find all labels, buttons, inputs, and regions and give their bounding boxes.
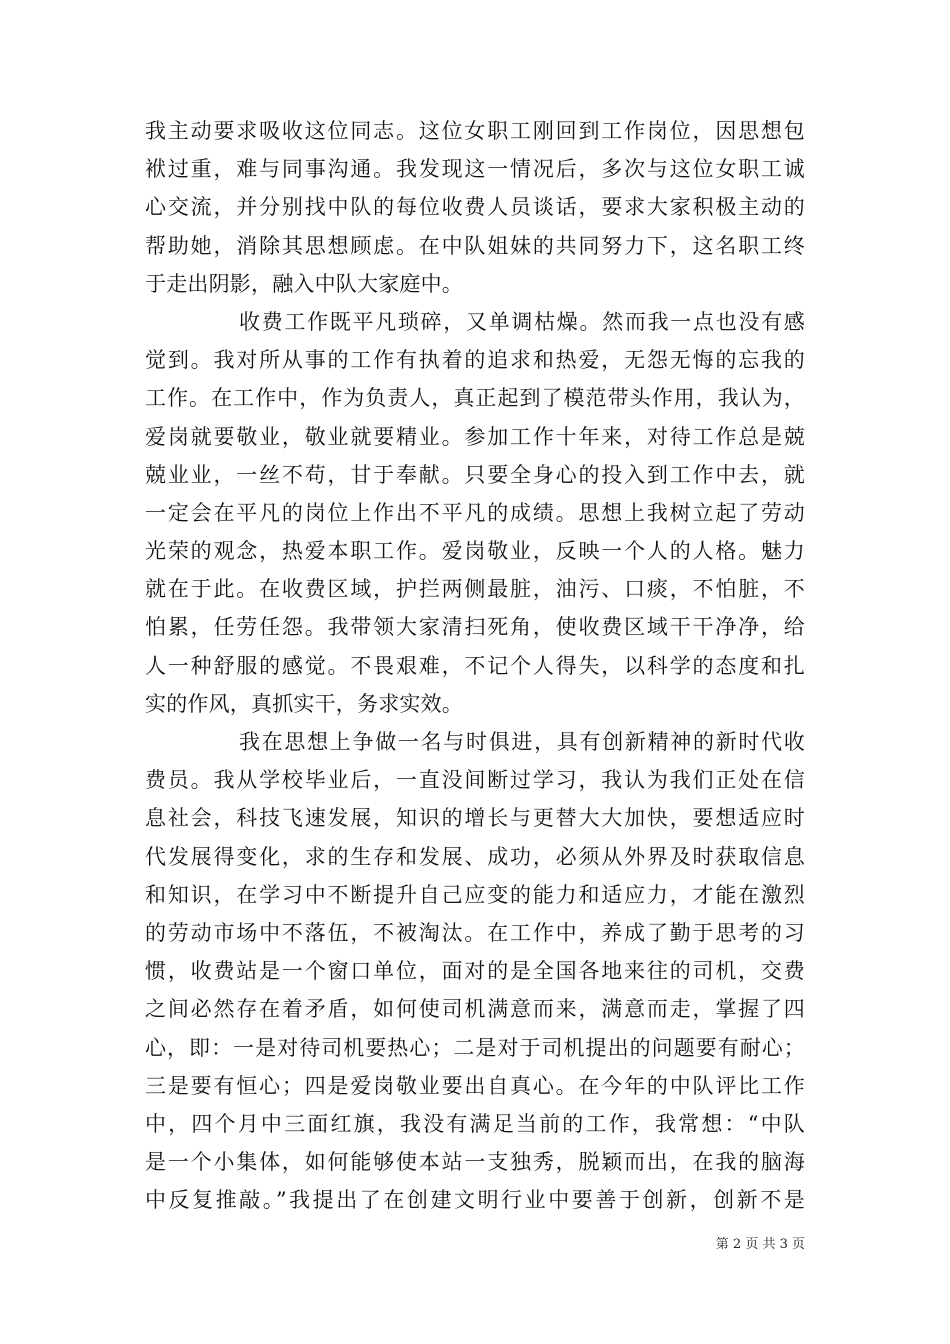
text-line: 人一种舒服的感觉。不畏艰难，不记个人得失，以科学的态度和扎 [145, 653, 805, 678]
body-text [145, 112, 805, 1219]
text-line: 和知识，在学习中不断提升自己应变的能力和适应力，才能在激烈 [145, 882, 805, 907]
text-line: 收费工作既平凡琐碎，又单调枯燥。然而我一点也没有感 [239, 309, 805, 334]
text-line: 怕累，任劳任怨。我带领大家清扫死角，使收费区域干干净净，给 [145, 615, 805, 640]
text-line: 袱过重，难与同事沟通。我发现这一情况后，多次与这位女职工诚 [145, 157, 805, 182]
text-line: 是一个小集体，如何能够使本站一支独秀，脱颖而出，在我的脑海 [145, 1150, 805, 1175]
text-line: 爱岗就要敬业，敬业就要精业。参加工作十年来，对待工作总是兢 [145, 424, 805, 449]
text-line: 心交流，并分别找中队的每位收费人员谈话，要求大家积极主动的 [145, 195, 805, 220]
text-line: 实的作风，真抓实干，务求实效。 [145, 691, 463, 716]
text-line: 中反复推敲。”我提出了在创建文明行业中要善于创新，创新不是 [145, 1188, 805, 1213]
text-line: 于走出阴影，融入中队大家庭中。 [145, 271, 463, 296]
text-line: 三是要有恒心；四是爱岗敬业要出自真心。在今年的中队评比工作 [145, 1073, 805, 1098]
text-line: 心，即：一是对待司机要热心；二是对于司机提出的问题要有耐心； [145, 1035, 805, 1060]
text-line: 我主动要求吸收这位同志。这位女职工刚回到工作岗位，因思想包 [145, 119, 805, 143]
text-line: 的劳动市场中不落伍，不被淘汰。在工作中，养成了勤于思考的习 [145, 920, 805, 945]
text-line: 之间必然存在着矛盾，如何使司机满意而来，满意而走，掌握了四 [145, 997, 805, 1022]
page-number: 第 2 页 共 3 页 [715, 1237, 805, 1252]
text-line: 光荣的观念，热爱本职工作。爱岗敬业，反映一个人的人格。魅力 [145, 539, 805, 564]
text-line: 觉到。我对所从事的工作有执着的追求和热爱，无怨无悔的忘我的 [145, 348, 805, 373]
text-line: 就在于此。在收费区域，护拦两侧最脏，油污、口痰，不怕脏，不 [145, 577, 805, 602]
text-line: 惯，收费站是一个窗口单位，面对的是全国各地来往的司机，交费 [145, 959, 805, 984]
text-line: 息社会，科技飞速发展，知识的增长与更替大大加快，要想适应时 [145, 806, 805, 831]
text-line: 中，四个月中三面红旗，我没有满足当前的工作，我常想：“中队 [145, 1111, 805, 1136]
text-line: 兢业业，一丝不苟，甘于奉献。只要全身心的投入到工作中去，就 [145, 462, 805, 487]
text-line: 代发展得变化，求的生存和发展、成功，必须从外界及时获取信息 [145, 844, 805, 869]
text-line: 一定会在平凡的岗位上作出不平凡的成绩。思想上我树立起了劳动 [145, 500, 805, 525]
text-line: 工作。在工作中，作为负责人，真正起到了模范带头作用，我认为， [145, 386, 805, 411]
text-line: 我在思想上争做一名与时俱进，具有创新精神的新时代收 [239, 730, 805, 754]
text-line: 帮助她，消除其思想顾虑。在中队姐妹的共同努力下，这名职工终 [145, 233, 805, 258]
text-line: 费员。我从学校毕业后，一直没间断过学习，我认为我们正处在信 [145, 768, 805, 793]
